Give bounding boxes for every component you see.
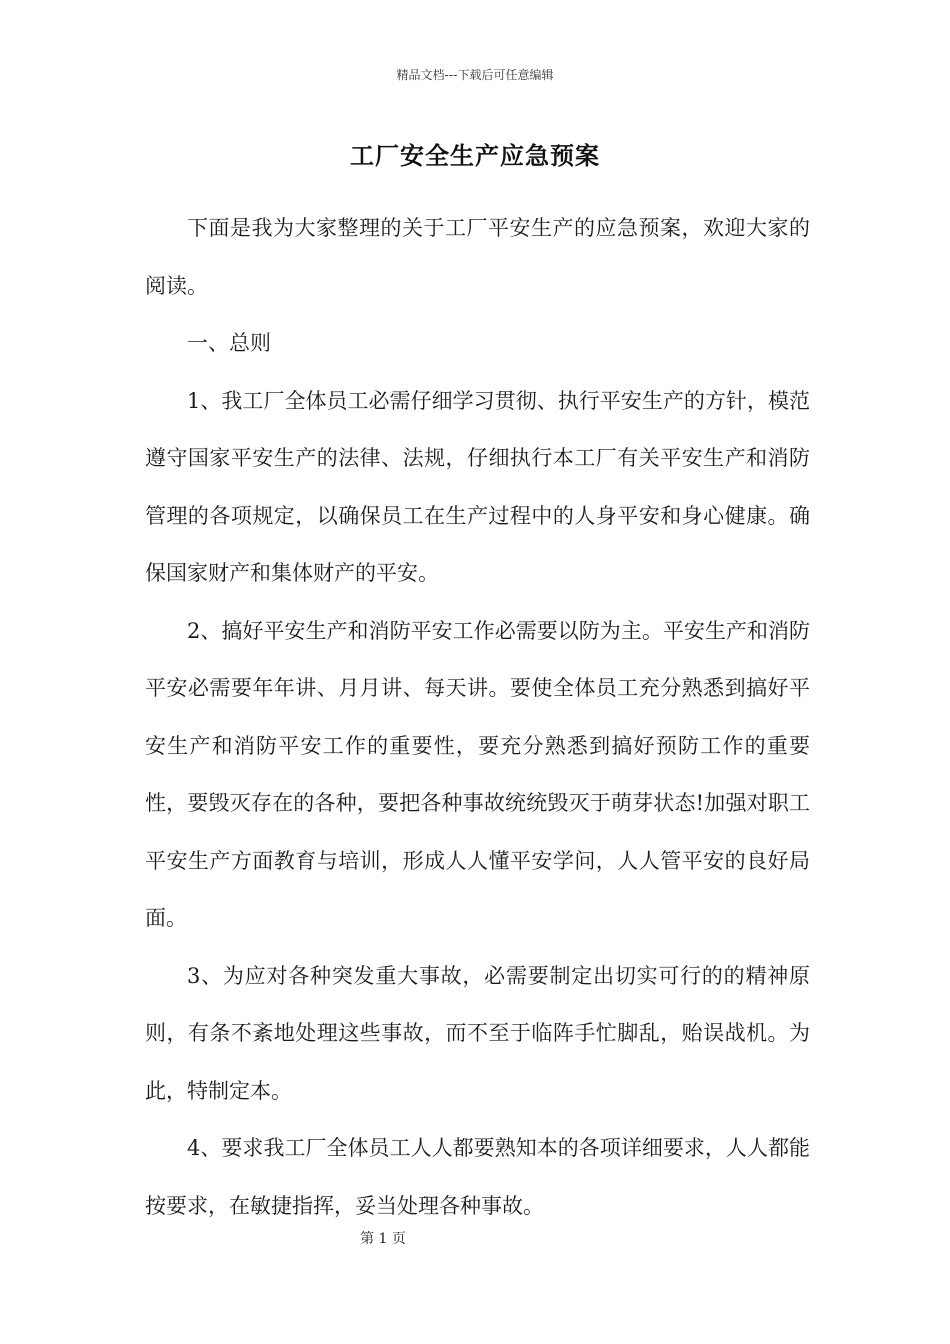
paragraph-item-2: 2、搞好平安生产和消防平安工作必需要以防为主。平安生产和消防平安必需要年年讲、月月讲、每天讲。要使全体员工充分熟悉到搞好平安生产和消防平安工作的重要性，要充分熟悉到搞好预防工作的重要性，要毁灭存在的各种，要把各种事故统统毁灭于萌芽状态!加强对职工平安生产方面教育与培训，形成人人懂平安学问，人人管平安的良好局面。 [145, 618, 810, 930]
document-body [145, 200, 810, 1235]
paragraph-item-1: 1、我工厂全体员工必需仔细学习贯彻、执行平安生产的方针，模范遵守国家平安生产的法律、法规，仔细执行本工厂有关平安生产和消防管理的各项规定，以确保员工在生产过程中的人身平安和身心健康。确保国家财产和集体财产的平安。 [145, 388, 810, 585]
paragraph-intro: 下面是我为大家整理的关于工厂平安生产的应急预案，欢迎大家的阅读。 [145, 216, 810, 298]
paragraph-item-4: 4、要求我工厂全体员工人人都要熟知本的各项详细要求，人人都能按要求，在敏捷指挥，妥当处理各种事故。 [145, 1136, 810, 1218]
document-title: 工厂安全生产应急预案 [350, 141, 600, 170]
section-heading-general: 一、总则 [187, 331, 271, 355]
paragraph-item-3: 3、为应对各种突发重大事故，必需要制定出切实可行的的精神原则，有条不紊地处理这些事故，而不至于临阵手忙脚乱，贻误战机。为此，特制定本。 [145, 963, 810, 1103]
page-header: 精品文档---下载后可任意编辑 [396, 68, 554, 82]
page-number: 第 1 页 [360, 1231, 406, 1247]
